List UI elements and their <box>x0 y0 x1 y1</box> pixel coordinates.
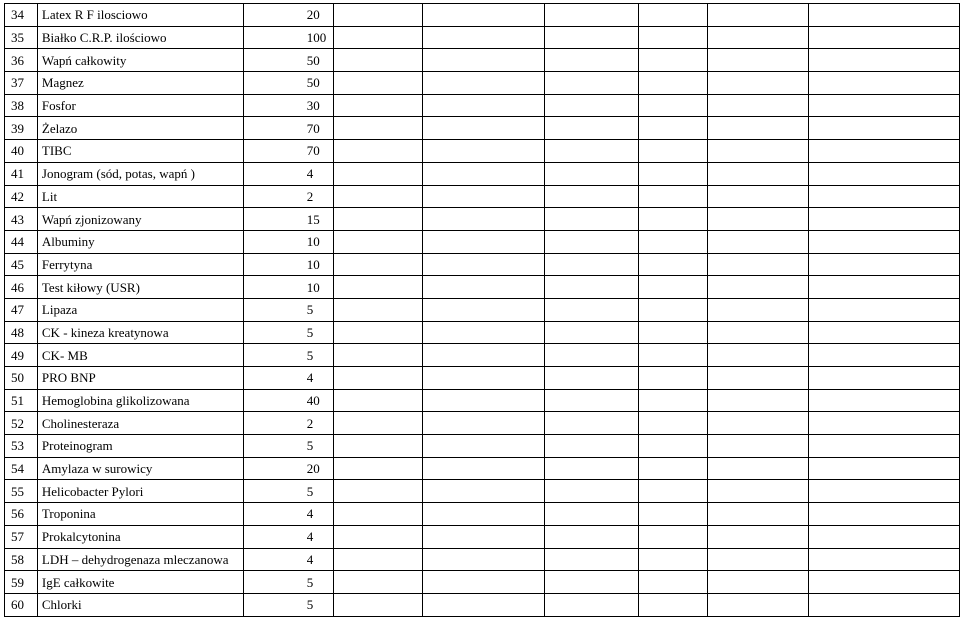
table-row <box>5 26 960 49</box>
table-row <box>5 117 960 140</box>
test-name-cell: Lipaza <box>37 298 243 321</box>
empty-cell <box>639 457 707 480</box>
test-name-cell: TIBC <box>37 140 243 163</box>
empty-cell <box>639 140 707 163</box>
row-number-cell: 50 <box>5 367 38 390</box>
empty-cell <box>545 230 639 253</box>
empty-cell <box>707 525 808 548</box>
empty-cell <box>423 230 545 253</box>
empty-cell <box>707 72 808 95</box>
empty-cell <box>707 344 808 367</box>
quantity-cell: 2 <box>243 185 333 208</box>
empty-cell <box>809 503 960 526</box>
test-name-cell: Białko C.R.P. ilościowo <box>37 26 243 49</box>
empty-cell <box>423 389 545 412</box>
row-number-cell: 36 <box>5 49 38 72</box>
row-number-cell: 47 <box>5 298 38 321</box>
table-row <box>5 49 960 72</box>
empty-cell <box>809 571 960 594</box>
empty-cell <box>707 435 808 458</box>
empty-cell <box>333 435 422 458</box>
empty-cell <box>639 185 707 208</box>
empty-cell <box>423 72 545 95</box>
table-row <box>5 367 960 390</box>
table-row <box>5 276 960 299</box>
empty-cell <box>809 389 960 412</box>
quantity-cell: 5 <box>243 321 333 344</box>
test-name-cell: LDH – dehydrogenaza mleczanowa <box>37 548 243 571</box>
row-number-cell: 43 <box>5 208 38 231</box>
empty-cell <box>333 367 422 390</box>
empty-cell <box>333 230 422 253</box>
table-row <box>5 571 960 594</box>
quantity-cell: 4 <box>243 162 333 185</box>
empty-cell <box>545 344 639 367</box>
row-number-cell: 40 <box>5 140 38 163</box>
empty-cell <box>639 412 707 435</box>
test-name-cell: Fosfor <box>37 94 243 117</box>
test-name-cell: Helicobacter Pylori <box>37 480 243 503</box>
empty-cell <box>333 344 422 367</box>
test-name-cell: Albuminy <box>37 230 243 253</box>
empty-cell <box>423 412 545 435</box>
empty-cell <box>707 548 808 571</box>
empty-cell <box>333 26 422 49</box>
empty-cell <box>639 162 707 185</box>
table-row <box>5 503 960 526</box>
row-number-cell: 34 <box>5 4 38 27</box>
empty-cell <box>545 435 639 458</box>
empty-cell <box>423 276 545 299</box>
row-number-cell: 52 <box>5 412 38 435</box>
table-row <box>5 162 960 185</box>
empty-cell <box>333 253 422 276</box>
row-number-cell: 37 <box>5 72 38 95</box>
empty-cell <box>707 208 808 231</box>
empty-cell <box>809 230 960 253</box>
quantity-cell: 100 <box>243 26 333 49</box>
test-name-cell: Chlorki <box>37 593 243 616</box>
row-number-cell: 55 <box>5 480 38 503</box>
empty-cell <box>707 457 808 480</box>
table-row <box>5 321 960 344</box>
empty-cell <box>639 230 707 253</box>
empty-cell <box>639 571 707 594</box>
empty-cell <box>423 298 545 321</box>
empty-cell <box>423 321 545 344</box>
table-row <box>5 548 960 571</box>
empty-cell <box>423 117 545 140</box>
empty-cell <box>707 321 808 344</box>
row-number-cell: 58 <box>5 548 38 571</box>
empty-cell <box>639 367 707 390</box>
empty-cell <box>809 26 960 49</box>
table-row <box>5 525 960 548</box>
table-row <box>5 208 960 231</box>
empty-cell <box>707 117 808 140</box>
test-name-cell: CK - kineza kreatynowa <box>37 321 243 344</box>
empty-cell <box>639 72 707 95</box>
empty-cell <box>707 94 808 117</box>
empty-cell <box>639 49 707 72</box>
row-number-cell: 59 <box>5 571 38 594</box>
empty-cell <box>545 94 639 117</box>
empty-cell <box>333 389 422 412</box>
table-row <box>5 480 960 503</box>
table-row <box>5 72 960 95</box>
empty-cell <box>333 185 422 208</box>
empty-cell <box>639 389 707 412</box>
row-number-cell: 60 <box>5 593 38 616</box>
empty-cell <box>707 571 808 594</box>
quantity-cell: 50 <box>243 72 333 95</box>
empty-cell <box>707 49 808 72</box>
quantity-cell: 5 <box>243 298 333 321</box>
empty-cell <box>639 94 707 117</box>
quantity-cell: 70 <box>243 140 333 163</box>
row-number-cell: 54 <box>5 457 38 480</box>
empty-cell <box>545 548 639 571</box>
empty-cell <box>809 480 960 503</box>
empty-cell <box>545 367 639 390</box>
empty-cell <box>639 4 707 27</box>
empty-cell <box>809 4 960 27</box>
empty-cell <box>809 457 960 480</box>
empty-cell <box>707 593 808 616</box>
quantity-cell: 4 <box>243 503 333 526</box>
empty-cell <box>707 503 808 526</box>
quantity-cell: 4 <box>243 525 333 548</box>
table-row <box>5 457 960 480</box>
empty-cell <box>809 344 960 367</box>
empty-cell <box>423 94 545 117</box>
empty-cell <box>639 344 707 367</box>
empty-cell <box>639 503 707 526</box>
empty-cell <box>809 593 960 616</box>
quantity-cell: 10 <box>243 230 333 253</box>
row-number-cell: 39 <box>5 117 38 140</box>
empty-cell <box>423 208 545 231</box>
test-name-cell: Amylaza w surowicy <box>37 457 243 480</box>
row-number-cell: 56 <box>5 503 38 526</box>
test-name-cell: Proteinogram <box>37 435 243 458</box>
row-number-cell: 57 <box>5 525 38 548</box>
empty-cell <box>333 457 422 480</box>
test-name-cell: Hemoglobina glikolizowana <box>37 389 243 412</box>
table-row <box>5 253 960 276</box>
empty-cell <box>809 94 960 117</box>
empty-cell <box>423 140 545 163</box>
empty-cell <box>333 94 422 117</box>
empty-cell <box>423 503 545 526</box>
quantity-cell: 20 <box>243 457 333 480</box>
empty-cell <box>639 26 707 49</box>
test-name-cell: Troponina <box>37 503 243 526</box>
empty-cell <box>639 435 707 458</box>
empty-cell <box>809 140 960 163</box>
empty-cell <box>333 571 422 594</box>
empty-cell <box>545 4 639 27</box>
empty-cell <box>423 593 545 616</box>
empty-cell <box>707 253 808 276</box>
table-row <box>5 140 960 163</box>
empty-cell <box>423 49 545 72</box>
empty-cell <box>545 185 639 208</box>
empty-cell <box>423 185 545 208</box>
empty-cell <box>809 412 960 435</box>
empty-cell <box>545 49 639 72</box>
row-number-cell: 42 <box>5 185 38 208</box>
quantity-cell: 4 <box>243 548 333 571</box>
empty-cell <box>809 298 960 321</box>
empty-cell <box>423 26 545 49</box>
table-row <box>5 230 960 253</box>
test-name-cell: Magnez <box>37 72 243 95</box>
table-row <box>5 593 960 616</box>
empty-cell <box>809 276 960 299</box>
test-name-cell: Prokalcytonina <box>37 525 243 548</box>
empty-cell <box>809 253 960 276</box>
empty-cell <box>809 208 960 231</box>
empty-cell <box>423 525 545 548</box>
empty-cell <box>707 140 808 163</box>
empty-cell <box>423 367 545 390</box>
table-row <box>5 344 960 367</box>
empty-cell <box>707 185 808 208</box>
empty-cell <box>545 389 639 412</box>
row-number-cell: 45 <box>5 253 38 276</box>
empty-cell <box>707 4 808 27</box>
empty-cell <box>809 367 960 390</box>
empty-cell <box>333 276 422 299</box>
empty-cell <box>545 117 639 140</box>
quantity-cell: 20 <box>243 4 333 27</box>
empty-cell <box>423 571 545 594</box>
empty-cell <box>809 117 960 140</box>
test-name-cell: Żelazo <box>37 117 243 140</box>
lab-tests-body <box>5 4 960 617</box>
empty-cell <box>809 49 960 72</box>
empty-cell <box>545 457 639 480</box>
test-name-cell: Test kiłowy (USR) <box>37 276 243 299</box>
empty-cell <box>423 162 545 185</box>
test-name-cell: Ferrytyna <box>37 253 243 276</box>
empty-cell <box>333 162 422 185</box>
empty-cell <box>545 276 639 299</box>
quantity-cell: 4 <box>243 367 333 390</box>
empty-cell <box>545 321 639 344</box>
table-row <box>5 412 960 435</box>
empty-cell <box>333 548 422 571</box>
empty-cell <box>809 321 960 344</box>
empty-cell <box>639 593 707 616</box>
empty-cell <box>639 480 707 503</box>
empty-cell <box>333 117 422 140</box>
quantity-cell: 10 <box>243 276 333 299</box>
empty-cell <box>333 49 422 72</box>
empty-cell <box>639 117 707 140</box>
empty-cell <box>545 72 639 95</box>
quantity-cell: 30 <box>243 94 333 117</box>
test-name-cell: IgE całkowite <box>37 571 243 594</box>
empty-cell <box>545 253 639 276</box>
table-row <box>5 435 960 458</box>
test-name-cell: CK- MB <box>37 344 243 367</box>
quantity-cell: 5 <box>243 344 333 367</box>
empty-cell <box>707 162 808 185</box>
empty-cell <box>639 548 707 571</box>
empty-cell <box>333 593 422 616</box>
empty-cell <box>423 344 545 367</box>
table-row <box>5 298 960 321</box>
quantity-cell: 5 <box>243 571 333 594</box>
test-name-cell: Jonogram (sód, potas, wapń ) <box>37 162 243 185</box>
row-number-cell: 41 <box>5 162 38 185</box>
empty-cell <box>707 480 808 503</box>
empty-cell <box>809 72 960 95</box>
row-number-cell: 35 <box>5 26 38 49</box>
empty-cell <box>333 412 422 435</box>
empty-cell <box>809 435 960 458</box>
empty-cell <box>423 457 545 480</box>
empty-cell <box>423 435 545 458</box>
empty-cell <box>707 230 808 253</box>
empty-cell <box>545 208 639 231</box>
empty-cell <box>333 525 422 548</box>
empty-cell <box>707 412 808 435</box>
row-number-cell: 44 <box>5 230 38 253</box>
empty-cell <box>545 412 639 435</box>
test-name-cell: PRO BNP <box>37 367 243 390</box>
empty-cell <box>707 389 808 412</box>
test-name-cell: Cholinesteraza <box>37 412 243 435</box>
empty-cell <box>707 367 808 390</box>
empty-cell <box>333 298 422 321</box>
empty-cell <box>545 503 639 526</box>
empty-cell <box>333 208 422 231</box>
row-number-cell: 48 <box>5 321 38 344</box>
empty-cell <box>423 253 545 276</box>
empty-cell <box>545 480 639 503</box>
row-number-cell: 51 <box>5 389 38 412</box>
empty-cell <box>333 72 422 95</box>
empty-cell <box>809 525 960 548</box>
quantity-cell: 15 <box>243 208 333 231</box>
quantity-cell: 5 <box>243 435 333 458</box>
empty-cell <box>707 298 808 321</box>
quantity-cell: 50 <box>243 49 333 72</box>
empty-cell <box>545 571 639 594</box>
row-number-cell: 53 <box>5 435 38 458</box>
quantity-cell: 70 <box>243 117 333 140</box>
empty-cell <box>545 525 639 548</box>
empty-cell <box>333 321 422 344</box>
empty-cell <box>707 26 808 49</box>
quantity-cell: 10 <box>243 253 333 276</box>
row-number-cell: 49 <box>5 344 38 367</box>
empty-cell <box>639 276 707 299</box>
table-row <box>5 94 960 117</box>
empty-cell <box>707 276 808 299</box>
empty-cell <box>809 185 960 208</box>
empty-cell <box>545 298 639 321</box>
empty-cell <box>639 525 707 548</box>
table-row <box>5 389 960 412</box>
test-name-cell: Wapń zjonizowany <box>37 208 243 231</box>
empty-cell <box>545 593 639 616</box>
quantity-cell: 2 <box>243 412 333 435</box>
empty-cell <box>809 162 960 185</box>
empty-cell <box>333 4 422 27</box>
empty-cell <box>809 548 960 571</box>
empty-cell <box>423 548 545 571</box>
empty-cell <box>423 4 545 27</box>
row-number-cell: 46 <box>5 276 38 299</box>
empty-cell <box>423 480 545 503</box>
empty-cell <box>545 162 639 185</box>
quantity-cell: 40 <box>243 389 333 412</box>
test-name-cell: Wapń całkowity <box>37 49 243 72</box>
empty-cell <box>333 503 422 526</box>
row-number-cell: 38 <box>5 94 38 117</box>
empty-cell <box>639 298 707 321</box>
empty-cell <box>639 321 707 344</box>
quantity-cell: 5 <box>243 593 333 616</box>
empty-cell <box>333 480 422 503</box>
quantity-cell: 5 <box>243 480 333 503</box>
empty-cell <box>545 140 639 163</box>
test-name-cell: Latex R F ilosciowo <box>37 4 243 27</box>
empty-cell <box>333 140 422 163</box>
empty-cell <box>545 26 639 49</box>
lab-tests-table <box>4 3 960 617</box>
table-row <box>5 4 960 27</box>
empty-cell <box>639 208 707 231</box>
empty-cell <box>639 253 707 276</box>
test-name-cell: Lit <box>37 185 243 208</box>
table-row <box>5 185 960 208</box>
